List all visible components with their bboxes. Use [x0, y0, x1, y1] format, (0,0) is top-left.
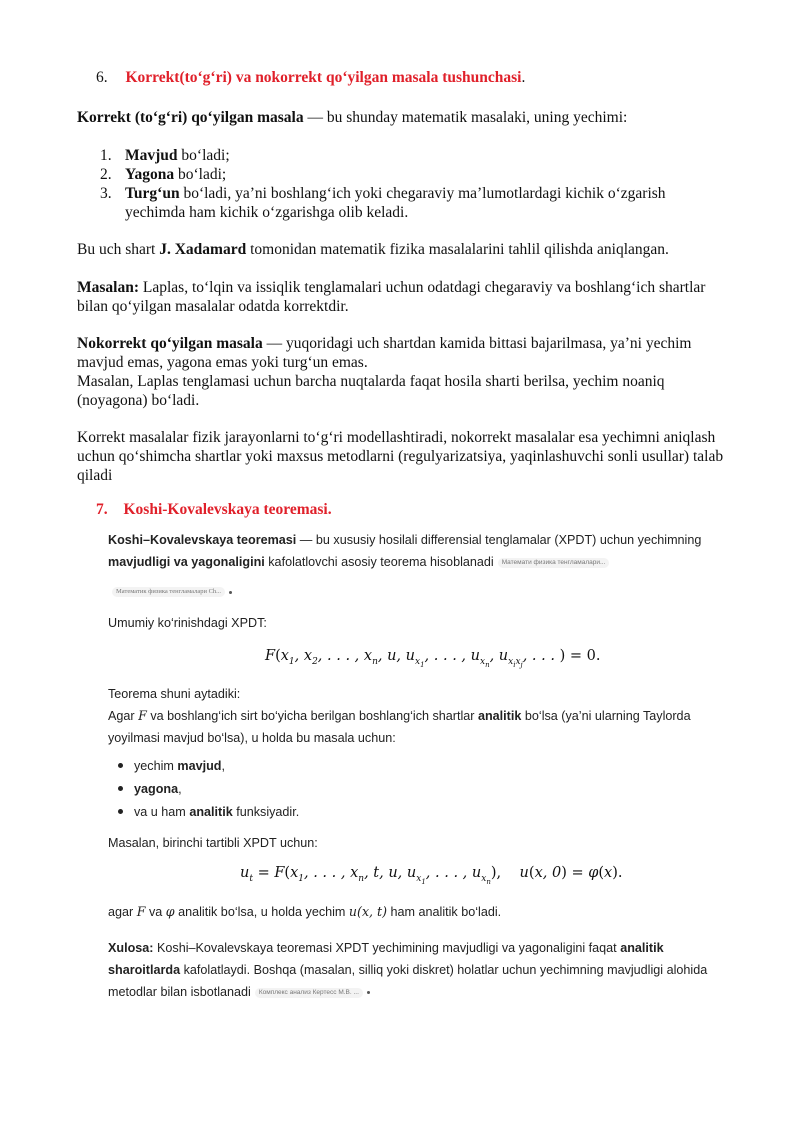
citation-chip[interactable]: Математик физика тенгламалари Ch...: [112, 587, 225, 597]
hadamard-post: tomonidan matematik fizika masalalarini tahlil qilishda aniqlangan.: [246, 241, 669, 258]
ck-first-order: Masalan, birinchi tartibli XPDT uchun:: [108, 836, 318, 850]
ck-cond-bold: analitik: [477, 709, 522, 723]
analytic-u: u(x, t): [348, 904, 388, 919]
citation-chip[interactable]: Математи физика тенгламалари...: [498, 558, 610, 568]
more-dot-icon: [367, 991, 370, 994]
nokorrekt-term: Nokorrekt qo‘yilgan masala: [77, 335, 263, 352]
condition-text: bo‘ladi;: [177, 147, 230, 164]
ck-intro-end: kafolatlovchi asosiy teorema hisoblanadi: [264, 555, 494, 569]
section-6-period: .: [521, 69, 526, 86]
more-dot-icon: [229, 591, 232, 594]
condition-number: 2.: [100, 166, 112, 183]
hadamard-pre: Bu uch shart: [77, 241, 160, 258]
conclusion-bold: analitik sharoitlarda: [108, 941, 664, 977]
condition-number: 3.: [100, 185, 112, 202]
condition-number: 1.: [100, 147, 112, 164]
bullet-icon: [118, 763, 123, 768]
section-6-heading: [96, 68, 525, 87]
bullet-icon: [118, 809, 123, 814]
section-7-title: Koshi-Kovalevskaya teoremasi.: [123, 501, 332, 518]
ck-cond-mid: va boshlang‘ich sirt bo‘yicha berilgan boshlang‘ich shartlar: [146, 709, 478, 723]
ck-conclusion: [108, 937, 733, 1003]
condition-bold: Yagona: [125, 166, 175, 183]
ck-condition: [108, 705, 723, 749]
analytic-phi: φ: [165, 904, 175, 919]
example-text: Laplas, to‘lqin va issiqlik tenglamalari uchun odatdagi chegaraviy va boshlang‘ich shartlar bilan qo‘yilgan masalalar odatda korrektdir.: [77, 279, 706, 315]
citation-chip[interactable]: Комплекс анализ Кертесс М.В. ...: [255, 988, 363, 998]
bullet-bold: yagona: [134, 782, 179, 796]
bullet-bold: analitik: [189, 805, 233, 819]
example-label: Masalan:: [77, 279, 139, 296]
first-order-pde-equation: $u_t = F(x_1$, . . . , $x_n$, t, u, $u_{x_1}$, . . . , $u_{x_n}$), u(x, 0) = φ(x).: [240, 865, 623, 886]
ck-cond-var: F: [138, 708, 147, 723]
bullet-post: ,: [178, 782, 182, 796]
bullet-bold: mavjud: [177, 759, 222, 773]
section-7-number: 7.: [96, 501, 108, 518]
ck-cond-end: bo‘lsa (ya’ni ularning Taylorda yoyilmasi mavjud bo‘lsa), u holda bu masala uchun:: [108, 709, 691, 745]
section-7-heading: [96, 500, 332, 519]
analytic-F: F: [136, 904, 146, 919]
ck-cond-pre: Agar: [108, 709, 139, 723]
nokorrekt-paragraph: [77, 334, 727, 410]
ck-intro-text: — bu xususiy hosilali differensial tenglamalar (XPDT) uchun yechimning: [296, 533, 702, 547]
hadamard-paragraph: [77, 240, 742, 259]
ck-intro-bold: mavjudligi va yagonaligini: [108, 555, 265, 569]
ck-term: Koshi–Kovalevskaya teoremasi: [108, 533, 297, 547]
conclusion-mid: Koshi–Kovalevskaya teoremasi XPDT yechimining mavjudligi va yagonaligini faqat: [153, 941, 621, 955]
bullet-pre: yechim: [134, 759, 178, 773]
analytic-mid: analitik bo‘lsa, u holda yechim: [174, 905, 349, 919]
korrekt-definition-text: — bu shunday matematik masalaki, uning yechimi:: [303, 109, 628, 126]
conclusion-label: Xulosa:: [108, 941, 154, 955]
section-6-number: 6.: [96, 69, 108, 86]
condition-bold: Mavjud: [125, 147, 178, 164]
bullet-post: ,: [221, 759, 225, 773]
korrekt-term: Korrekt (to‘g‘ri) qo‘yilgan masala: [77, 109, 304, 126]
korrekt-definition: [77, 108, 742, 127]
ck-general-label: Umumiy ko‘rinishdagi XPDT:: [108, 616, 267, 630]
example-paragraph: [77, 278, 737, 316]
ck-intro: [108, 529, 728, 573]
conclusion-end: kafolatlaydi. Boshqa (masalan, silliq yoki diskret) holatlar uchun yechimning mavjudligi alohida metodlar bilan isbotlanadi: [108, 963, 708, 999]
analytic-end: ham analitik bo‘ladi.: [387, 905, 502, 919]
general-pde-equation: $F(x_1$, $x_2$, . . . , $x_n$, u, $u_{x_1}$, . . . , $u_{x_n}$, $u_{x_ix_j}$, . . . ) = 0.: [265, 648, 601, 669]
analytic-va: va: [145, 905, 166, 919]
condition-text: bo‘ladi, ya’ni boshlang‘ich yoki chegaraviy ma’lumotlardagi kichik o‘zgarish yechimda ham kichik o‘zgarishga olib keladi.: [125, 185, 666, 221]
ck-theorem-says: Teorema shuni aytadiki:: [108, 687, 241, 701]
nokorrekt-example: Masalan, Laplas tenglamasi uchun barcha nuqtalarda faqat hosila sharti berilsa, yechim noaniq (noyagona) bo‘ladi.: [77, 373, 665, 409]
section-6-summary: Korrekt masalalar fizik jarayonlarni to‘g‘ri modellashtiradi, nokorrekt masalalar esa yechimni aniqlash uchun qo‘shimcha shartlar yoki maxsus metodlarni (regulyarizatsiya, yaqinlashuvchi sonli usullar) talab qiladi: [77, 429, 724, 484]
hadamard-name: J. Xadamard: [159, 241, 247, 258]
bullet-post: funksiyadir.: [232, 805, 300, 819]
citation-chip-row: [112, 583, 232, 601]
bullet-pre: va u ham: [134, 805, 190, 819]
condition-text: bo‘ladi;: [174, 166, 227, 183]
bullet-icon: [118, 786, 123, 791]
section-6-title: Korrekt(to‘g‘ri) va nokorrekt qo‘yilgan masala tushunchasi: [125, 69, 522, 86]
ck-analytic-statement: [108, 901, 748, 923]
nokorrekt-text: — yuqoridagi uch shartdan kamida bittasi bajarilmasa, ya’ni yechim mavjud emas, yagona emas yoki turg‘un emas.: [77, 335, 692, 371]
analytic-pre: agar: [108, 905, 137, 919]
condition-bold: Turg‘un: [125, 185, 180, 202]
